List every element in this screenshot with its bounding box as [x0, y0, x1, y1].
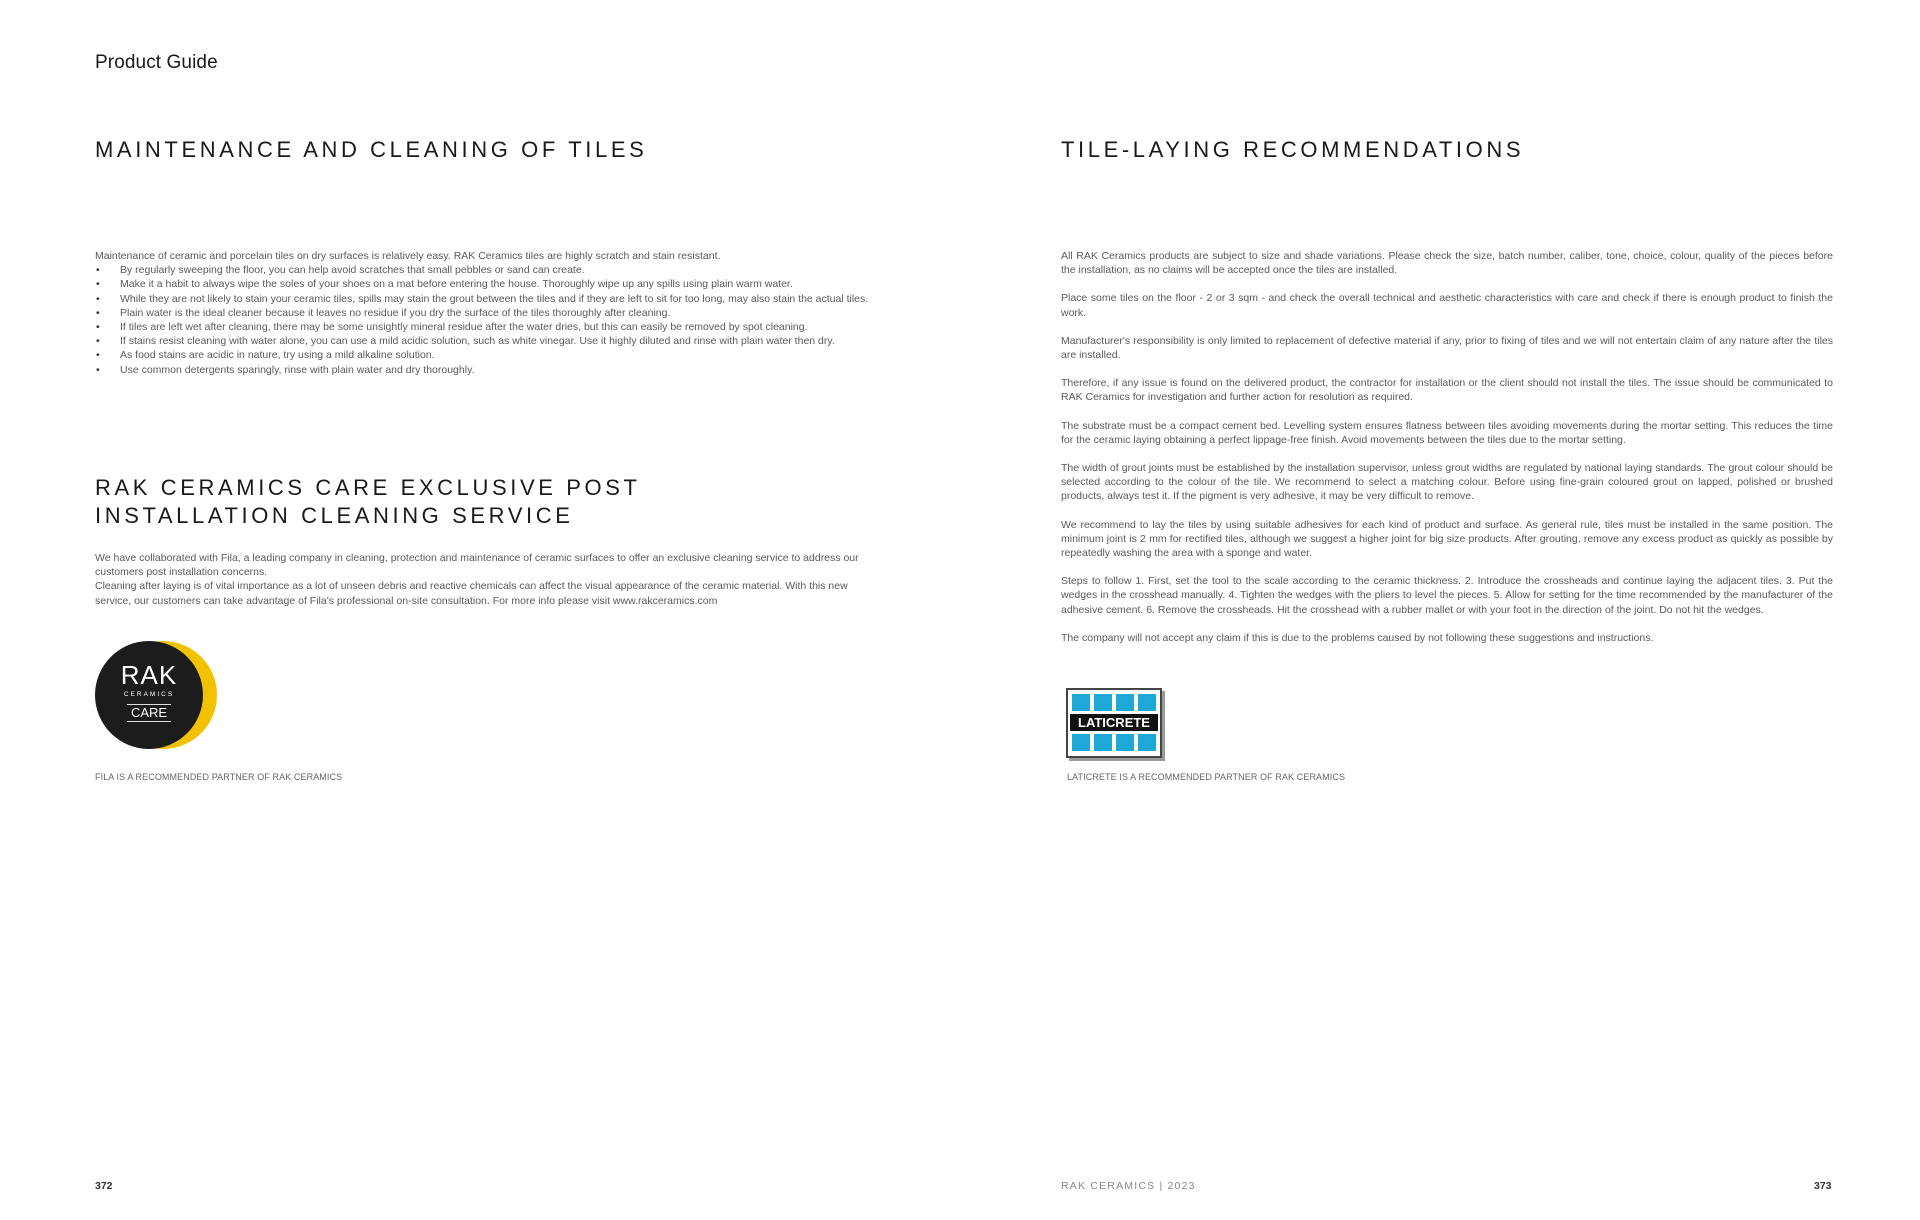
footer-brand-year: RAK CERAMICS | 2023 — [1061, 1180, 1196, 1192]
page-header-title: Product Guide — [95, 52, 218, 73]
list-item: • Plain water is the ideal cleaner because it leaves no residue if you dry the surface of the tiles thoroughly after cleaning. — [95, 306, 875, 320]
maintenance-title: MAINTENANCE AND CLEANING OF TILES — [95, 137, 648, 162]
rak-care-logo — [95, 641, 217, 751]
list-item: • Make it a habit to always wipe the soles of your shoes on a mat before entering the house. Thoroughly wipe up any spills using plain warm water. — [95, 277, 875, 291]
maintenance-body — [95, 249, 875, 377]
care-paragraph-2: Cleaning after laying is of vital importance as a lot of unseen debris and reactive chemicals can affect the visual appearance of the ceramic material. With this new service, our customers can take advantage of Fila's professional on-site consultation. For more info please visit www.rakceramics.com — [95, 580, 848, 607]
care-service-title — [95, 474, 641, 530]
rak-logo-brand: RAK — [120, 660, 178, 690]
list-item: • Use common detergents sparingly, rinse with plain water and dry thoroughly. — [95, 363, 875, 377]
laticrete-logo-tiles-bottom — [1072, 734, 1156, 751]
tile-laying-paragraph: Manufacturer's responsibility is only limited to replacement of defective material if any, prior to fixing of tiles and we will not entertain claim of any nature after the tiles are installed. — [1061, 334, 1833, 362]
tile-laying-paragraph: Place some tiles on the floor - 2 or 3 sqm - and check the overall technical and aesthetic characteristics with care and check if there is enough product to finish the work. — [1061, 292, 1833, 319]
laticrete-partner-caption: LATICRETE IS A RECOMMENDED PARTNER OF RAK CERAMICS — [1067, 772, 1346, 782]
list-item: • By regularly sweeping the floor, you can help avoid scratches that small pebbles or sand can create. — [95, 263, 875, 277]
care-paragraph-1: We have collaborated with Fila, a leading company in cleaning, protection and maintenance of ceramic surfaces to offer an exclusive cleaning service to address our customers post installation concerns. — [95, 552, 859, 579]
tile-laying-title: TILE-LAYING RECOMMENDATIONS — [1061, 137, 1525, 162]
left-page-number: 372 — [95, 1180, 113, 1192]
tile-laying-paragraph: The width of grout joints must be established by the installation supervisor, unless grout widths are regulated by national laying standards. The grout colour should be selected according to the colour of the tile. We recommend to select a matching colour. Before using fine-grain coloured grout on lapped, polished or brushed products, always test it. If the pigment is very adhesive, it may be very difficult to remove. — [1061, 462, 1833, 503]
laticrete-logo-brand: LATICRETE — [1070, 714, 1158, 731]
list-item: • If stains resist cleaning with water alone, you can use a mild acidic solution, such as white vinegar. Use it highly diluted and rinse with plain water then dry. — [95, 334, 875, 348]
rak-logo-tag: CARE — [127, 704, 171, 722]
tile-laying-paragraph: The company will not accept any claim if this is due to the problems caused by not following these suggestions and instructions. — [1061, 631, 1654, 644]
tile-laying-paragraph: Steps to follow 1. First, set the tool to the scale according to the ceramic thickness. 2. Introduce the crossheads and continue laying the adjacent tiles. 3. Put the wedges in the crosshead manually. 4. Tighten the wedges with the pliers to level the pieces. 5. Allow for setting for the time recommended by the manufacturer of the adhesive cement. 6. Remove the crossheads. Hit the crosshead with a rubber mallet or with your foot in the direction of the joint. Do not hit the wedges. — [1061, 575, 1833, 616]
rak-care-logo-disc — [95, 641, 203, 749]
tile-laying-body — [1061, 249, 1833, 659]
maintenance-intro: Maintenance of ceramic and porcelain tiles on dry surfaces is relatively easy. RAK Ceramics tiles are highly scratch and stain resistant. — [95, 250, 721, 262]
care-title-line2: INSTALLATION CLEANING SERVICE — [95, 503, 574, 528]
list-item: • While they are not likely to stain your ceramic tiles, spills may stain the grout between the tiles and if they are left to sit for too long, may also stain the actual tiles. — [95, 292, 875, 306]
list-item: • As food stains are acidic in nature, try using a mild alkaline solution. — [95, 348, 875, 362]
tile-laying-paragraph: All RAK Ceramics products are subject to size and shade variations. Please check the size, batch number, caliber, tone, choice, colour, quality of the pieces before the installation, as no claims will be accepted once the tiles are installed. — [1061, 250, 1833, 277]
care-title-line1: RAK CERAMICS CARE EXCLUSIVE POST — [95, 475, 641, 500]
tile-laying-paragraph: The substrate must be a compact cement bed. Levelling system ensures flatness between tiles avoiding movements during the mortar setting. This reduces the time for the ceramic laying obtaining a perfect lippage-free finish. Avoid movements between the tiles due to the mortar setting. — [1061, 419, 1833, 446]
tile-laying-paragraph: Therefore, if any issue is found on the delivered product, the contractor for installation or the client should not install the tiles. The issue should be communicated to RAK Ceramics for investigation and further action for resolution as required. — [1061, 377, 1833, 404]
laticrete-logo — [1066, 688, 1162, 758]
list-item: • If tiles are left wet after cleaning, there may be some unsightly mineral residue after the water dries, but this can easily be removed by spot cleaning. — [95, 320, 875, 334]
tile-laying-paragraph: We recommend to lay the tiles by using suitable adhesives for each kind of product and surface. As general rule, tiles must be installed in the same position. The minimum joint is 2 mm for rectified tiles, although we suggest a higher joint for big size products. After grouting, remove any excess product as quickly as possible by repeatedly washing the area with a sponge and water. — [1061, 518, 1833, 560]
laticrete-logo-tiles-top — [1072, 694, 1156, 711]
rak-logo-sub: CERAMICS — [123, 691, 175, 698]
care-service-body — [95, 551, 875, 608]
right-page-number: 373 — [1814, 1180, 1832, 1192]
maintenance-bullet-list — [95, 263, 875, 377]
fila-partner-caption: FILA IS A RECOMMENDED PARTNER OF RAK CERAMICS — [95, 772, 343, 782]
